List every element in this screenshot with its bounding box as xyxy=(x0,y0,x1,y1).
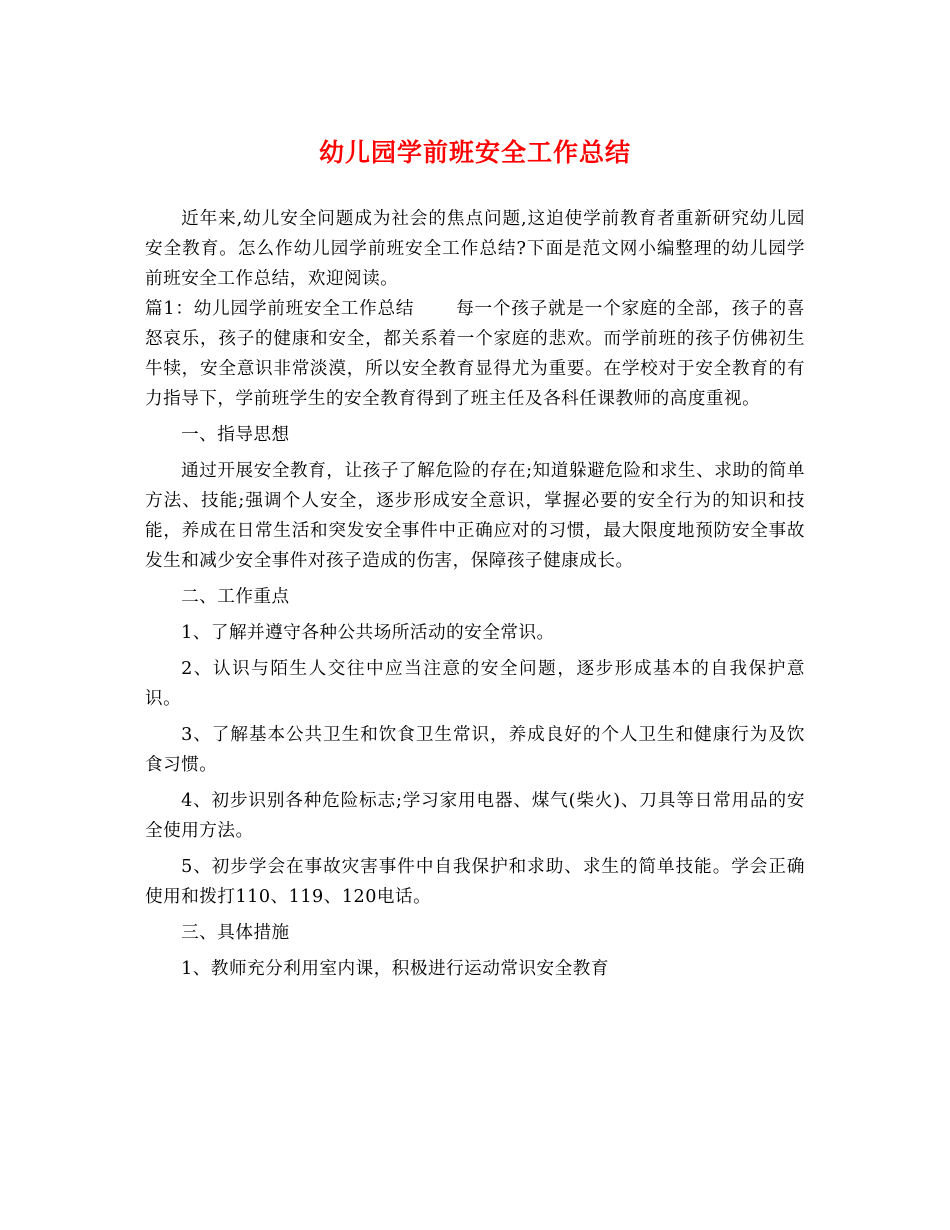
work-focus-item: 2、认识与陌生人交往中应当注意的安全问题，逐步形成基本的自我保护意识。 xyxy=(145,659,805,709)
section-heading-guiding-ideas: 一、指导思想 xyxy=(181,425,290,445)
chapter-heading: 篇1：幼儿园学前班安全工作总结 xyxy=(145,299,415,319)
chapter-text: 每一个孩子就是一个家庭的全部，孩子的喜怒哀乐，孩子的健康和安全，都关系着一个家庭的悲欢。而学前班的孩子仿佛初生牛犊，安全意识非常淡漠，所以安全教育显得尤为重要。在学校对于安全教育的有力指导下，学前班学生的安全教育得到了班主任及各科任课教师的高度重视。 xyxy=(145,299,805,409)
document-title: 幼儿园学前班安全工作总结 xyxy=(318,138,631,167)
guiding-ideas-paragraph: 通过开展安全教育，让孩子了解危险的存在;知道躲避危险和求生、求助的简单方法、技能;强调个人安全，逐步形成安全意识，掌握必要的安全行为的知识和技能，养成在日常生活和突发安全事件中正确应对的习惯，最大限度地预防安全事故发生和减少安全事件对孩子造成的伤害，保障孩子健康成长。 xyxy=(145,461,805,571)
section-heading-work-focus: 二、工作重点 xyxy=(181,587,290,607)
work-focus-item: 3、了解基本公共卫生和饮食卫生常识，养成良好的个人卫生和健康行为及饮食习惯。 xyxy=(145,725,805,775)
section-heading-measures: 三、具体措施 xyxy=(181,923,290,943)
measures-item: 1、教师充分利用室内课，积极进行运动常识安全教育 xyxy=(181,959,609,979)
intro-paragraph: 近年来,幼儿安全问题成为社会的焦点问题,这迫使学前教育者重新研究幼儿园安全教育。怎么作幼儿园学前班安全工作总结?下面是范文网小编整理的幼儿园学前班安全工作总结，欢迎阅读。 xyxy=(145,209,805,289)
work-focus-item: 1、了解并遵守各种公共场所活动的安全常识。 xyxy=(181,623,555,643)
work-focus-item: 4、初步识别各种危险标志;学习家用电器、煤气(柴火)、刀具等日常用品的安全使用方法。 xyxy=(145,791,805,841)
chapter-paragraph xyxy=(145,294,805,414)
work-focus-item: 5、初步学会在事故灾害事件中自我保护和求助、求生的简单技能。学会正确使用和拨打110、119、120电话。 xyxy=(145,857,805,907)
